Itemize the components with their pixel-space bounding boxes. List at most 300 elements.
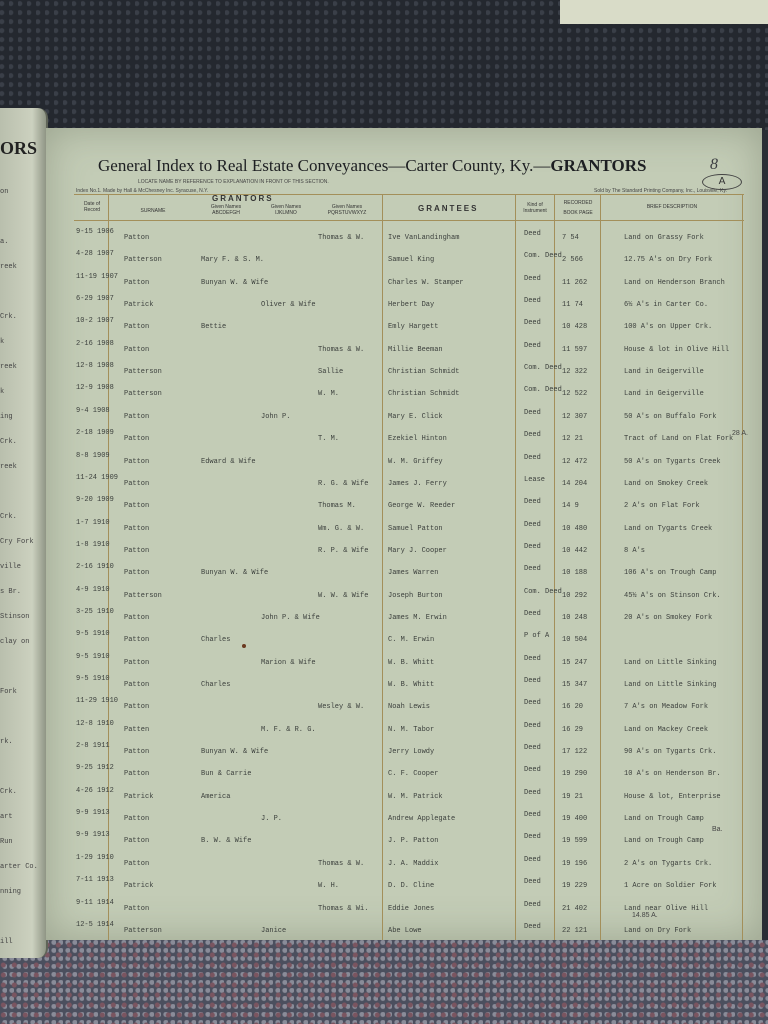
row-date: 9-11 1914: [76, 898, 114, 907]
left-page-fragment: reek: [0, 263, 17, 271]
row-given-i: Janice: [261, 926, 287, 935]
row-kind: Deed: [524, 520, 541, 529]
row-grantee: Charles W. Stamper: [388, 278, 464, 287]
row-date: 9-25 1912: [76, 764, 114, 773]
table-row: [46, 785, 762, 807]
row-date: 1-7 1910: [76, 518, 110, 527]
row-kind: Deed: [524, 766, 541, 775]
row-description: Land on Little Sinking: [624, 681, 717, 689]
row-book-page: 10 188: [562, 569, 588, 578]
row-kind: Deed: [524, 319, 541, 328]
row-date: 11-19 1907: [76, 272, 119, 281]
row-given-p: Sallie: [318, 368, 344, 377]
row-description: 106 A's on Trough Camp: [624, 569, 717, 578]
row-date: 4-28 1907: [76, 250, 114, 259]
row-book-page: 10 504: [562, 636, 588, 645]
row-book-page: 12 307: [562, 412, 588, 421]
row-grantee: George W. Reeder: [388, 502, 456, 511]
row-description: Land on Smokey Creek: [624, 479, 709, 488]
row-book-page: 12 21: [562, 435, 584, 444]
row-date: 7-11 1913: [76, 876, 114, 885]
margin-note-2: Ba.: [712, 826, 723, 833]
row-date: 2-16 1908: [76, 339, 114, 348]
left-page-fragment: ill: [0, 938, 13, 946]
row-given-p: Wesley & W.: [318, 703, 365, 712]
header-given-i-top: Given Names: [270, 204, 302, 210]
row-book-page: 19 229: [562, 882, 588, 891]
carpet-background-bottom: [0, 940, 768, 1024]
row-surname: Patterson: [124, 390, 162, 399]
row-description: Land near Olive Hill: [624, 904, 709, 913]
row-grantee: W. M. Patrick: [388, 792, 443, 801]
row-kind: Com. Deed: [524, 386, 562, 395]
row-surname: Patrick: [124, 301, 154, 310]
table-row: [46, 338, 762, 360]
header-kind: Kind of Instrument: [523, 202, 547, 214]
row-grantee: C. F. Cooper: [388, 770, 439, 779]
left-page-fragment: k: [0, 338, 5, 346]
row-date: 12-8 1908: [76, 362, 114, 371]
left-page-fragment: Cry Fork: [0, 538, 34, 546]
row-book-page: 22 121: [562, 926, 588, 935]
row-kind: Deed: [524, 788, 541, 797]
row-surname: Patten: [124, 725, 150, 734]
row-grantee: Herbert Day: [388, 301, 435, 310]
row-description: 90 A's on Tygarts Crk.: [624, 748, 717, 757]
left-page-fragment: Crk.: [0, 513, 17, 521]
table-row: [46, 271, 762, 293]
header-top-rule: [74, 194, 744, 195]
row-book-page: 14 9: [562, 502, 579, 511]
left-page-fragment: k: [0, 388, 5, 396]
header-bottom-rule: [74, 220, 744, 221]
row-kind: Deed: [524, 542, 541, 551]
left-page-fragment: ville: [0, 563, 22, 571]
header-grantees: GRANTEES: [418, 204, 479, 213]
row-description: 20 A's on Smokey Fork: [624, 613, 713, 622]
left-page-fragment: a.: [0, 238, 9, 246]
row-grantee: Jerry Lowdy: [388, 748, 435, 757]
row-date: 9-5 1910: [76, 652, 110, 661]
row-book-page: 19 196: [562, 859, 588, 868]
row-book-page: 10 428: [562, 323, 588, 332]
row-grantee: W. B. Whitt: [388, 658, 435, 667]
row-surname: Patton: [124, 435, 150, 444]
row-date: 2-16 1910: [76, 563, 114, 572]
row-surname: Patton: [124, 479, 150, 488]
row-given-a: B. W. & Wife: [201, 837, 252, 846]
table-row: [46, 405, 762, 427]
row-book-page: 19 400: [562, 815, 588, 824]
table-row: [46, 382, 762, 404]
row-date: 12-8 1910: [76, 719, 114, 728]
table-row: [46, 651, 762, 673]
row-kind: Deed: [524, 431, 541, 440]
row-book-page: 19 290: [562, 770, 588, 779]
row-description: Land in Geigerville: [624, 390, 704, 399]
row-surname: Patton: [124, 457, 150, 466]
left-page: [0, 108, 48, 958]
row-given-p: Wm. G. & W.: [318, 524, 365, 533]
row-kind: Deed: [524, 699, 541, 708]
table-row: [46, 293, 762, 315]
row-given-a: Bun & Carrie: [201, 770, 252, 779]
row-kind: Com. Deed: [524, 252, 562, 261]
table-row: [46, 695, 762, 717]
row-surname: Patton: [124, 278, 150, 287]
header-book-page: BOOK PAGE: [563, 210, 593, 216]
row-date: 9-5 1910: [76, 675, 110, 683]
row-surname: Patton: [124, 569, 150, 578]
row-description: Land in Geigerville: [624, 368, 704, 377]
page-number: 8: [710, 156, 718, 173]
row-grantee: W. B. Whitt: [388, 681, 435, 689]
left-page-fragment: Crk.: [0, 788, 17, 796]
row-book-page: 17 122: [562, 748, 588, 757]
row-given-i: Marion & Wife: [261, 658, 316, 667]
row-grantee: W. M. Griffey: [388, 457, 443, 466]
row-description: Land on Tygarts Creek: [624, 524, 713, 533]
row-kind: Lease: [524, 475, 546, 484]
row-book-page: 11 597: [562, 345, 588, 354]
row-book-page: 12 322: [562, 368, 588, 377]
row-date: 12-5 1914: [76, 920, 114, 929]
row-book-page: 11 74: [562, 301, 584, 310]
left-page-fragment: art: [0, 813, 13, 821]
row-description: 2 A's on Flat Fork: [624, 502, 700, 511]
header-date: Date of Record: [83, 201, 101, 213]
table-row: [46, 718, 762, 740]
left-page-fragment: rk.: [0, 738, 13, 746]
ink-spot: [242, 644, 246, 648]
row-book-page: 16 29: [562, 725, 584, 734]
row-grantee: Mary E. Click: [388, 412, 443, 421]
row-description: 10 A's on Henderson Br.: [624, 770, 721, 779]
row-description: 50 A's on Buffalo Fork: [624, 412, 717, 421]
row-kind: Com. Deed: [524, 587, 562, 596]
row-given-i: J. P.: [261, 815, 283, 824]
row-grantee: Millie Beeman: [388, 345, 443, 354]
row-date: 9-15 1906: [76, 228, 114, 236]
left-page-fragment: s Br.: [0, 588, 22, 596]
margin-note-3: 14.85 A.: [632, 912, 658, 919]
row-book-page: 10 480: [562, 524, 588, 533]
left-page-fragment: Crk.: [0, 438, 17, 446]
row-given-p: Thomas & W.: [318, 859, 365, 868]
row-grantee: Joseph Burton: [388, 591, 443, 600]
row-book-page: 14 204: [562, 479, 588, 488]
table-row: [46, 673, 762, 695]
row-given-a: Bettie: [201, 323, 227, 332]
row-given-a: Mary F. & S. M.: [201, 256, 265, 265]
table-row: [46, 360, 762, 382]
row-date: 1-8 1910: [76, 540, 110, 549]
row-description: Land on Little Sinking: [624, 658, 717, 667]
row-given-p: W. W. & Wife: [318, 591, 369, 600]
row-grantee: Andrew Applegate: [388, 815, 456, 824]
row-book-page: 12 522: [562, 390, 588, 399]
row-date: 6-29 1907: [76, 295, 114, 304]
row-given-a: Edward & Wife: [201, 457, 256, 466]
table-row: [46, 829, 762, 851]
row-description: House & lot in Olive Hill: [624, 345, 730, 354]
row-kind: Com. Deed: [524, 364, 562, 373]
left-page-fragment: reek: [0, 463, 17, 471]
row-given-i: John P.: [261, 412, 291, 421]
left-page-fragment: reek: [0, 363, 17, 371]
row-kind: Deed: [524, 408, 541, 417]
left-page-fragment: clay on: [0, 638, 30, 646]
row-surname: Patton: [124, 859, 150, 868]
instruction-text: LOCATE NAME BY REFERENCE TO EXPLANATION IN FRONT OF THIS SECTION.: [138, 179, 329, 185]
row-surname: Patterson: [124, 591, 162, 600]
row-book-page: 15 247: [562, 658, 588, 667]
row-kind: Deed: [524, 341, 541, 350]
header-given-a: ABCDEFGH: [212, 210, 240, 216]
row-given-p: Thomas & W.: [318, 234, 365, 242]
row-grantee: Ive VanLandingham: [388, 234, 460, 242]
title-prefix: General Index to Real Estate Conveyances: [98, 156, 389, 175]
row-surname: Patton: [124, 412, 150, 421]
margin-note-1: 28 A.: [732, 430, 748, 437]
header-surname: SURNAME: [140, 208, 166, 214]
row-surname: Patton: [124, 904, 150, 913]
ledger-page: [46, 128, 762, 940]
row-surname: Patterson: [124, 368, 162, 377]
row-given-p: T. M.: [318, 435, 340, 444]
row-description: Land on Grassy Fork: [624, 234, 704, 242]
row-kind: Deed: [524, 565, 541, 574]
row-description: Land on Trough Camp: [624, 815, 704, 824]
row-date: 12-9 1908: [76, 384, 114, 393]
table-row: [46, 762, 762, 784]
row-surname: Patton: [124, 658, 150, 667]
row-book-page: 15 347: [562, 681, 588, 689]
row-surname: Patton: [124, 748, 150, 757]
title-county: Carter County, Ky.: [405, 156, 534, 175]
left-page-fragment: Run: [0, 838, 13, 846]
row-kind: Deed: [524, 274, 541, 283]
row-kind: Deed: [524, 744, 541, 753]
row-grantee: James Warren: [388, 569, 439, 578]
row-grantee: Christian Schmidt: [388, 390, 460, 399]
left-page-fragment: Crk.: [0, 313, 17, 321]
row-description: 1 Acre on Soldier Fork: [624, 882, 717, 891]
row-kind: Deed: [524, 609, 541, 618]
row-kind: Deed: [524, 833, 541, 842]
row-grantee: Abe Lowe: [388, 926, 422, 935]
row-description: 6½ A's in Carter Co.: [624, 301, 709, 310]
row-date: 9-20 1909: [76, 496, 114, 505]
row-grantee: J. A. Maddix: [388, 859, 439, 868]
row-kind: Deed: [524, 855, 541, 864]
left-page-fragment: on: [0, 188, 9, 196]
row-surname: Patton: [124, 681, 150, 689]
table-row: [46, 450, 762, 472]
row-given-a: Charles: [201, 636, 231, 645]
table-row: [46, 494, 762, 516]
row-given-p: W. H.: [318, 882, 340, 891]
row-book-page: 16 20: [562, 703, 584, 712]
header-given-a-top: Given Names: [210, 204, 242, 210]
row-grantee: Ezekiel Hinton: [388, 435, 447, 444]
row-given-i: John P. & Wife: [261, 613, 320, 622]
row-given-a: Charles: [201, 681, 231, 689]
header-given-p-top: Given Names: [331, 204, 363, 210]
table-row: [46, 807, 762, 829]
table-row: [46, 874, 762, 896]
row-kind: Deed: [524, 878, 541, 887]
row-description: Tract of Land on Flat Fork: [624, 435, 734, 444]
row-given-p: Thomas & W.: [318, 345, 365, 354]
header-given-p: PQRSTUVWXYZ: [327, 210, 367, 216]
row-surname: Patton: [124, 613, 150, 622]
row-book-page: 11 262: [562, 278, 588, 287]
row-grantee: Mary J. Cooper: [388, 546, 447, 555]
row-description: 2 A's on Tygarts Crk.: [624, 859, 713, 868]
row-surname: Patton: [124, 323, 150, 332]
left-page-fragment: Stinson: [0, 613, 30, 621]
row-surname: Patton: [124, 770, 150, 779]
row-date: 2-18 1909: [76, 429, 114, 438]
row-surname: Patton: [124, 703, 150, 712]
row-surname: Patton: [124, 636, 150, 645]
row-description: 45½ A's on Stinson Crk.: [624, 591, 721, 600]
row-date: 3-25 1910: [76, 607, 114, 616]
left-page-fragment: arter Co.: [0, 863, 38, 871]
table-row: [46, 584, 762, 606]
row-surname: Patton: [124, 815, 150, 824]
row-surname: Patton: [124, 345, 150, 354]
row-description: Land on Dry Fork: [624, 926, 692, 935]
table-row: [46, 517, 762, 539]
page-title: [98, 156, 646, 176]
row-kind: Deed: [524, 922, 541, 931]
row-given-p: W. M.: [318, 390, 340, 399]
row-kind: Deed: [524, 654, 541, 663]
table-row: [46, 315, 762, 337]
table-row: [46, 539, 762, 561]
row-date: 11-29 1910: [76, 697, 119, 706]
row-given-a: Bunyan W. & Wife: [201, 748, 269, 757]
row-surname: Patrick: [124, 792, 154, 801]
row-grantee: Noah Lewis: [388, 703, 431, 712]
row-surname: Patterson: [124, 926, 162, 935]
row-book-page: 19 21: [562, 792, 584, 801]
row-date: 9-5 1910: [76, 630, 110, 639]
row-grantee: Eddie Jones: [388, 904, 435, 913]
publisher-right: Sold by The Standard Printing Company, Inc., Louisville, Ky.: [594, 188, 727, 194]
row-grantee: D. D. Cline: [388, 882, 435, 891]
row-date: 11-24 1909: [76, 473, 119, 482]
table-row: [46, 248, 762, 270]
header-given-i: IJKLMNO: [275, 210, 297, 216]
row-grantee: Christian Schmidt: [388, 368, 460, 377]
row-kind: Deed: [524, 297, 541, 306]
table-row: [46, 561, 762, 583]
row-given-a: Bunyan W. & Wife: [201, 569, 269, 578]
left-page-header: ORS: [0, 138, 38, 158]
table-row: [46, 472, 762, 494]
row-book-page: 10 248: [562, 613, 588, 622]
row-date: 9-9 1913: [76, 831, 110, 840]
title-dash: —: [388, 156, 406, 175]
table-row: [46, 852, 762, 874]
row-book-page: 10 292: [562, 591, 588, 600]
row-surname: Patton: [124, 546, 150, 555]
row-description: Land on Henderson Branch: [624, 278, 725, 287]
row-grantee: Emly Hargett: [388, 323, 439, 332]
row-description: Land on Mackey Creek: [624, 725, 709, 734]
row-book-page: 10 442: [562, 546, 588, 555]
table-row: [46, 740, 762, 762]
row-given-p: R. P. & Wife: [318, 546, 369, 555]
row-grantee: N. M. Tabor: [388, 725, 435, 734]
row-date: 4-26 1912: [76, 786, 114, 795]
row-grantee: J. P. Patton: [388, 837, 439, 846]
row-description: 12.75 A's on Dry Fork: [624, 256, 713, 265]
table-row: [46, 427, 762, 449]
row-kind: Deed: [524, 811, 541, 820]
row-grantee: Samuel King: [388, 256, 435, 265]
row-kind: Deed: [524, 677, 541, 685]
row-grantee: Samuel Patton: [388, 524, 443, 533]
row-grantee: C. M. Erwin: [388, 636, 435, 645]
header-grantors: GRANTORS: [212, 194, 274, 203]
paper-strip: [560, 0, 768, 24]
row-grantee: James J. Ferry: [388, 479, 447, 488]
table-row: [46, 628, 762, 650]
left-page-fragment: Fork: [0, 688, 17, 696]
row-date: 2-8 1911: [76, 742, 110, 751]
row-date: 1-29 1910: [76, 853, 114, 862]
row-kind: Deed: [524, 721, 541, 730]
row-given-p: Thomas & Wi.: [318, 904, 369, 913]
title-suffix: GRANTORS: [550, 156, 647, 175]
row-kind: Deed: [524, 498, 541, 507]
row-book-page: 12 472: [562, 457, 588, 466]
title-dash-2: —: [533, 156, 551, 175]
row-surname: Patton: [124, 837, 150, 846]
table-row: [46, 606, 762, 628]
row-given-i: Oliver & Wife: [261, 301, 316, 310]
row-description: 100 A's on Upper Crk.: [624, 323, 713, 332]
row-description: Land on Trough Camp: [624, 837, 704, 846]
row-description: 50 A's on Tygarts Creek: [624, 457, 721, 466]
row-description: 7 A's on Meadow Fork: [624, 703, 709, 712]
row-book-page: 19 599: [562, 837, 588, 846]
row-description: 8 A's: [624, 546, 646, 555]
row-date: 8-8 1909: [76, 451, 110, 460]
row-kind: Deed: [524, 453, 541, 462]
row-kind: Deed: [524, 230, 541, 238]
row-given-p: R. G. & Wife: [318, 479, 369, 488]
row-book-page: 21 402: [562, 904, 588, 913]
row-surname: Patterson: [124, 256, 162, 265]
left-page-fragment: ing: [0, 413, 13, 421]
row-book-page: 7 54: [562, 234, 579, 242]
row-date: 9-4 1908: [76, 406, 110, 415]
header-recorded: RECORDED: [563, 200, 593, 206]
row-surname: Patton: [124, 524, 150, 533]
left-page-fragment: nning: [0, 888, 22, 896]
volume-mark: A: [702, 174, 742, 190]
row-surname: Patton: [124, 502, 150, 511]
table-row: [46, 919, 762, 941]
row-kind: P of A: [524, 632, 550, 641]
row-given-a: America: [201, 792, 231, 801]
row-given-a: Bunyan W. & Wife: [201, 278, 269, 287]
